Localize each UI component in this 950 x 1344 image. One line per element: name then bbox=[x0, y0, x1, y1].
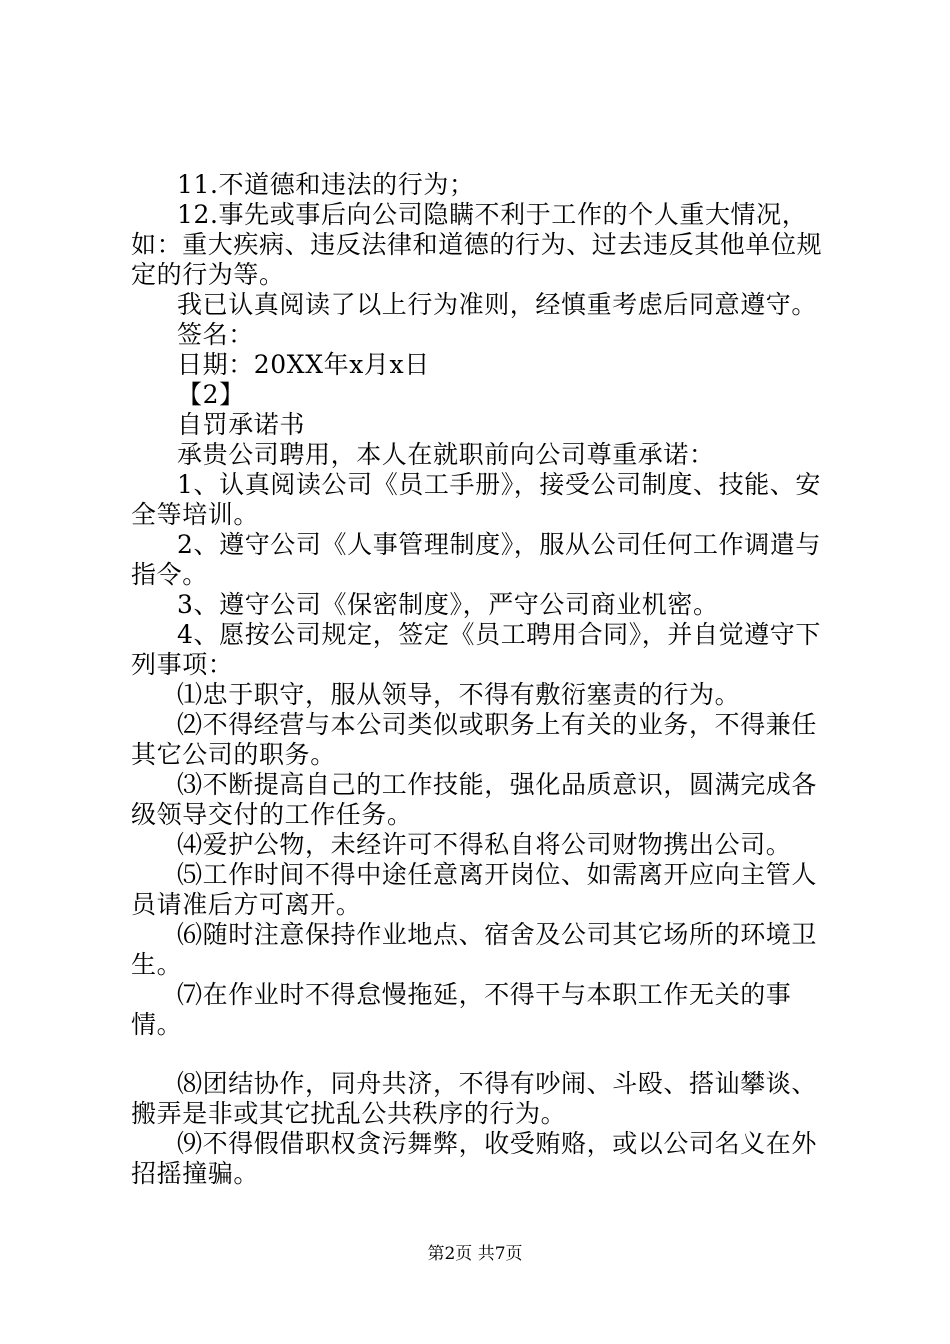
list-item: 1、认真阅读公司《员工手册》，接受公司制度、技能、安全等培训。 bbox=[131, 470, 822, 529]
sub-list-item: ⑴忠于职守，服从领导，不得有敷衍塞责的行为。 bbox=[177, 680, 741, 709]
sub-list-item: ⑸工作时间不得中途任意离开岗位、如需离开应向主管人员请准后方可离开。 bbox=[131, 860, 818, 919]
paragraph: 我已认真阅读了以上行为准则，经慎重考虑后同意遵守。 bbox=[177, 290, 818, 319]
paragraph: 12.事先或事后向公司隐瞒不利于工作的个人重大情况，如：重大疾病、违反法律和道德的行为、过去违反其他单位规定的行为等。 bbox=[131, 200, 823, 289]
paragraph: 11.不道德和违法的行为； bbox=[177, 170, 475, 199]
signature-label: 签名： bbox=[177, 320, 254, 349]
sub-list-item: ⑺在作业时不得怠慢拖延，不得干与本职工作无关的事情。 bbox=[131, 980, 792, 1039]
sub-list-item: ⑶不断提高自己的工作技能，强化品质意识，圆满完成各级领导交付的工作任务。 bbox=[131, 770, 818, 829]
section-title: 自罚承诺书 bbox=[177, 410, 306, 439]
list-item: 3、遵守公司《保密制度》，严守公司商业机密。 bbox=[177, 590, 719, 619]
document-body bbox=[131, 170, 831, 1189]
list-item: 2、遵守公司《人事管理制度》，服从公司任何工作调遣与指令。 bbox=[131, 530, 822, 589]
sub-list-item: ⑻团结协作，同舟共济，不得有吵闹、斗殴、搭讪攀谈、搬弄是非或其它扰乱公共秩序的行为。 bbox=[131, 1069, 818, 1128]
section-marker: 【2】 bbox=[177, 380, 245, 409]
sub-list-item: ⑼不得假借职权贪污舞弊，收受贿赂，或以公司名义在外招摇撞骗。 bbox=[131, 1129, 818, 1188]
page-footer: 第2页 共7页 bbox=[427, 1244, 523, 1264]
date-line: 日期：20XX年x月x日 bbox=[177, 350, 430, 379]
paragraph: 承贵公司聘用，本人在就职前向公司尊重承诺： bbox=[177, 440, 715, 469]
sub-list-item: ⑷爱护公物，未经许可不得私自将公司财物携出公司。 bbox=[177, 830, 792, 859]
sub-list-item: ⑵不得经营与本公司类似或职务上有关的业务，不得兼任其它公司的职务。 bbox=[131, 710, 818, 769]
sub-list-item: ⑹随时注意保持作业地点、宿舍及公司其它场所的环境卫生。 bbox=[131, 920, 818, 979]
list-item: 4、愿按公司规定，签定《员工聘用合同》，并自觉遵守下列事项： bbox=[131, 620, 822, 679]
